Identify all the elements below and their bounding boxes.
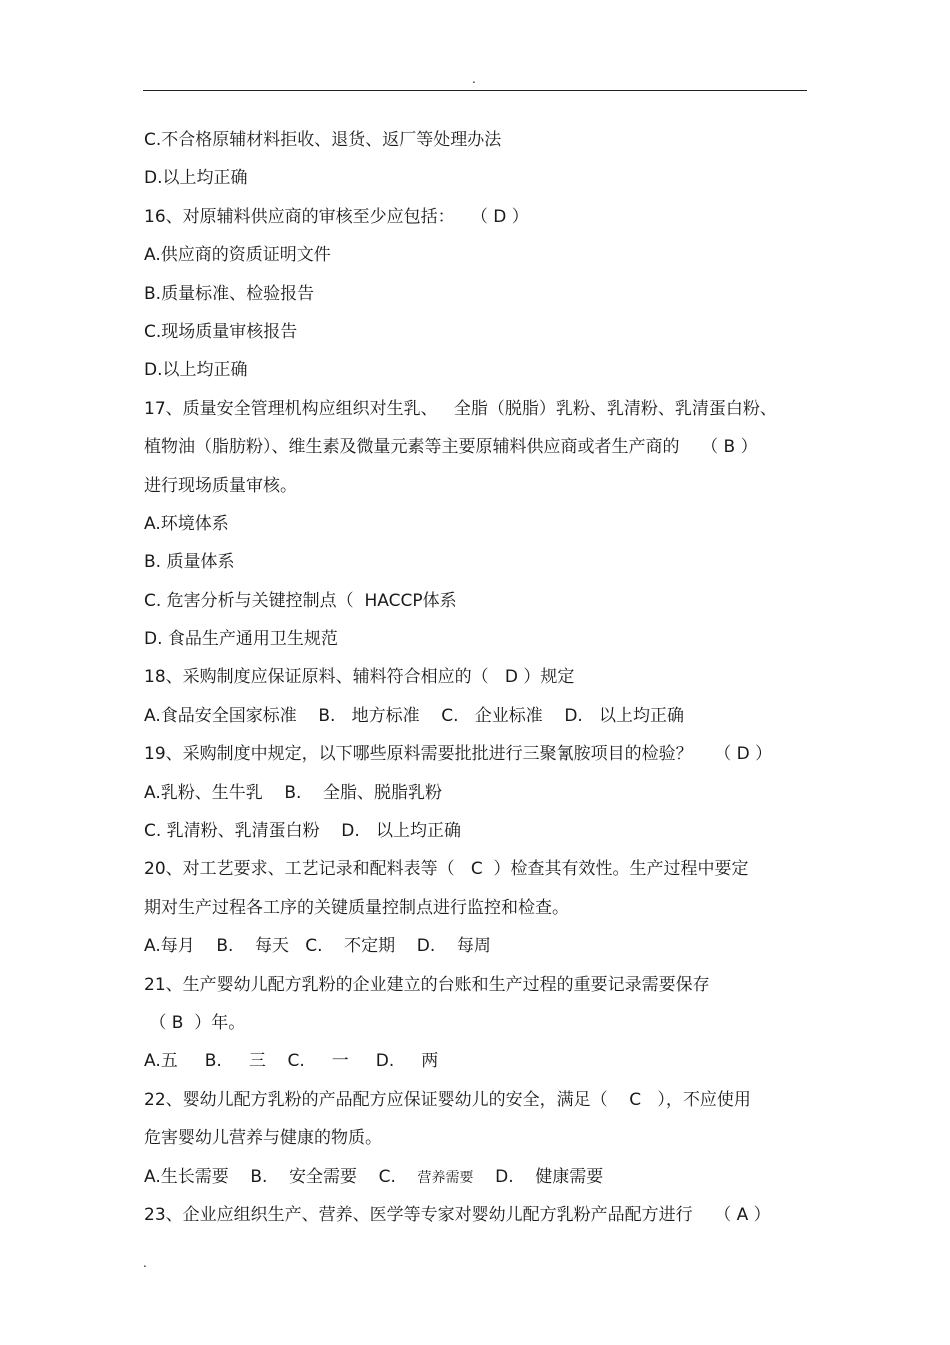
text-line: A.环境体系	[144, 513, 229, 534]
question-18: 18、采购制度应保证原料、辅料符合相应的（ D ）规定	[144, 667, 575, 688]
q22-option-c-text: 营养需要	[417, 1169, 474, 1186]
question-20: 20、对工艺要求、工艺记录和配料表等（ C ）检查其有效性。生产过程中要定	[144, 859, 749, 880]
text-line: A.乳粉、生牛乳 B. 全脂、脱脂乳粉	[144, 782, 443, 803]
question-19: 19、采购制度中规定，以下哪些原料需要批批进行三聚氰胺项目的检验？ （ D ）	[144, 744, 773, 765]
text-line: D. 食品生产通用卫生规范	[144, 629, 338, 650]
text-line: A.供应商的资质证明文件	[144, 245, 331, 266]
text-line: C. 危害分析与关键控制点（ HACCP体系	[144, 590, 457, 611]
document-body	[144, 124, 814, 1237]
question-21: 21、生产婴幼儿配方乳粉的企业建立的台账和生产过程的重要记录需要保存	[144, 974, 710, 995]
text-line: D.以上均正确	[144, 168, 248, 189]
question-16: 16、对原辅料供应商的审核至少应包括： （ D ）	[144, 206, 529, 227]
q22-option-ab: A.生长需要 B. 安全需要 C.	[144, 1166, 418, 1187]
footer-mark: .	[143, 1256, 147, 1270]
header-mark: .	[472, 72, 476, 86]
q22-options	[144, 1161, 814, 1199]
text-line: （ B ）年。	[144, 1012, 246, 1033]
text-line: A.每月 B. 每天 C. 不定期 D. 每周	[144, 936, 491, 957]
q22-option-d: D. 健康需要	[473, 1166, 604, 1187]
text-line: C.不合格原辅材料拒收、退货、返厂等处理办法	[144, 130, 502, 150]
text-line: A.食品安全国家标准 B. 地方标准 C. 企业标准 D. 以上均正确	[144, 705, 685, 726]
text-line: B. 质量体系	[144, 552, 235, 573]
header-rule	[143, 90, 807, 91]
question-22: 22、婴幼儿配方乳粉的产品配方应保证婴幼儿的安全，满足（ C ），不应使用	[144, 1089, 751, 1110]
text-line: A.五 B. 三 C. 一 D. 两	[144, 1051, 439, 1072]
text-line: 期对生产过程各工序的关键质量控制点进行监控和检查。	[144, 897, 569, 918]
text-line: C.现场质量审核报告	[144, 321, 298, 342]
question-23: 23、企业应组织生产、营养、医学等专家对婴幼儿配方乳粉产品配方进行 （ A ）	[144, 1204, 771, 1225]
text-line: B.质量标准、检验报告	[144, 283, 315, 304]
question-17: 17、质量安全管理机构应组织对生乳、 全脂（脱脂）乳粉、乳清粉、乳清蛋白粉、	[144, 398, 777, 419]
text-line: 进行现场质量审核。	[144, 475, 297, 496]
text-line: D.以上均正确	[144, 360, 248, 381]
text-line: 危害婴幼儿营养与健康的物质。	[144, 1128, 382, 1149]
text-line: C. 乳清粉、乳清蛋白粉 D. 以上均正确	[144, 821, 461, 842]
text-line: 植物油（脂肪粉）、维生素及微量元素等主要原辅料供应商或者生产商的 （ B ）	[144, 437, 758, 458]
